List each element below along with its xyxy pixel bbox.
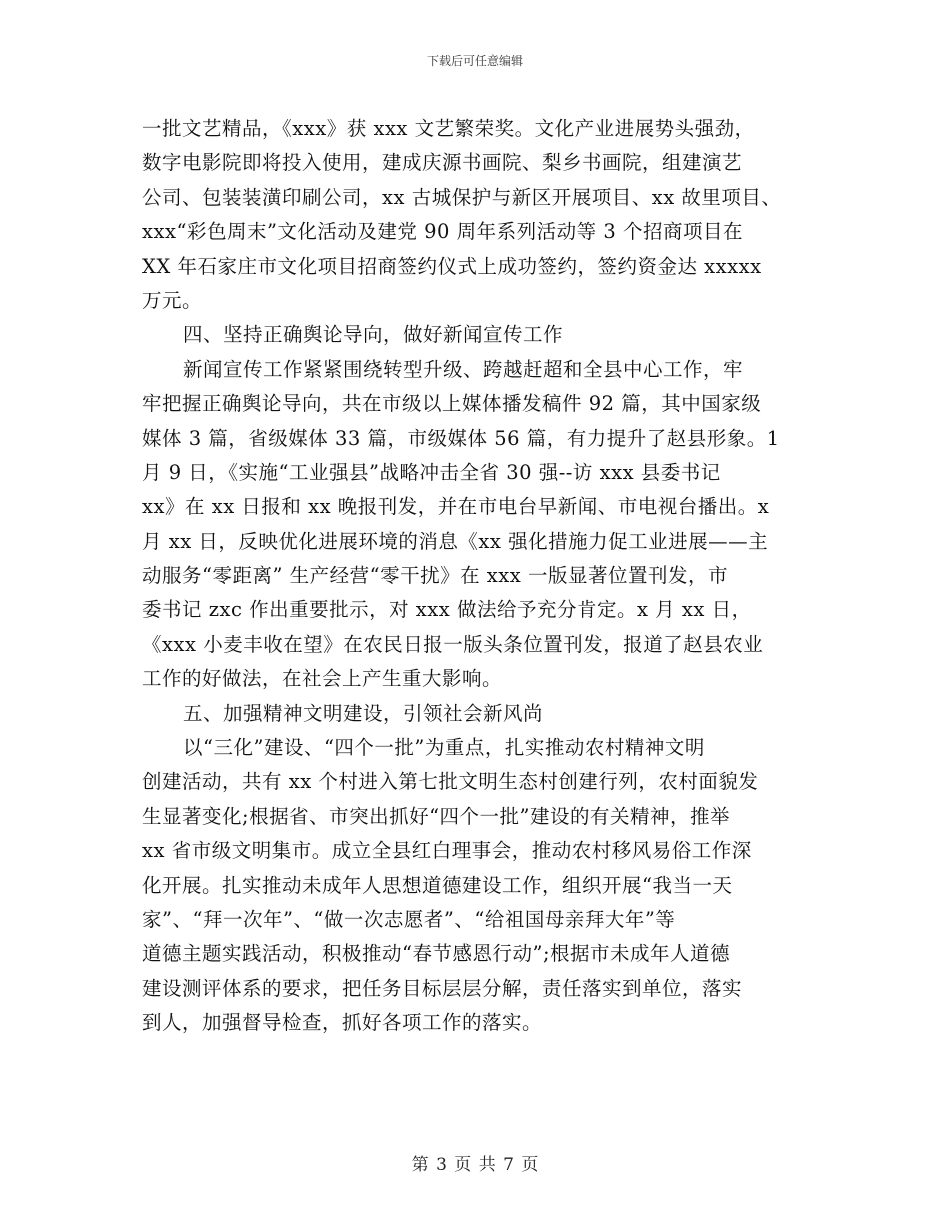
paragraph-line: XX 年石家庄市文化项目招商签约仪式上成功签约，签约资金达 xxxxx [142, 254, 762, 278]
page-number-footer: 第 3 页 共 7 页 [411, 1155, 539, 1175]
paragraph-line: 家”、“拜一次年”、“做一次志愿者”、“给祖国母亲拜大年”等 [142, 907, 676, 931]
paragraph-line: 以“三化”建设、“四个一批”为重点，扎实推动农村精神文明 [183, 736, 705, 760]
paragraph-line: 建设测评体系的要求，把任务目标层层分解，责任落实到单位，落实 [142, 976, 743, 1000]
section-heading: 四、坚持正确舆论导向，做好新闻宣传工作 [183, 323, 564, 347]
paragraph-line: xx 省市级文明集市。成立全县红白理事会，推动农村移风易俗工作深 [142, 839, 752, 863]
paragraph-line: 化开展。扎实推动未成年人思想道德建设工作，组织开展“我当一天 [142, 873, 733, 897]
paragraph-line: 动服务“零距离” 生产经营“零干扰》在 xxx 一版显著位置刊发，市 [142, 564, 728, 588]
paragraph-line: 道德主题实践活动，积极推动“春节感恩行动”;根据市未成年人道德 [142, 942, 731, 966]
paragraph-line: 牢把握正确舆论导向，共在市级以上媒体播发稿件 92 篇，其中国家级 [142, 392, 762, 416]
paragraph-line: 万元。 [142, 288, 203, 312]
paragraph-line: 一批文艺精品，《xxx》获 xxx 文艺繁荣奖。文化产业进展势头强劲， [142, 117, 755, 140]
paragraph-line: 月 9 日，《实施“工业强县”战略冲击全省 30 强--访 xxx 县委书记 [142, 460, 721, 484]
paragraph-line: xx》在 xx 日报和 xx 晚报刊发，并在市电台早新闻、市电视台播出。x [142, 495, 770, 519]
paragraph-line: 月 xx 日，反映优化进展环境的消息《xx 强化措施力促工业进展——主 [142, 529, 769, 553]
section-heading: 五、加强精神文明建设，引领社会新风尚 [183, 701, 544, 725]
paragraph-line: 新闻宣传工作紧紧围绕转型升级、跨越赶超和全县中心工作，牢 [183, 357, 744, 381]
paragraph-line: 创建活动，共有 xx 个村进入第七批文明生态村创建行列，农村面貌发 [142, 770, 759, 794]
paragraph-line: 委书记 zxc 作出重要批示，对 xxx 做法给予充分肯定。x 月 xx 日， [142, 598, 752, 622]
paragraph-line: 公司、包装装潢印刷公司，xx 古城保护与新区开展项目、xx 故里项目、 [142, 185, 782, 209]
paragraph-line: 数字电影院即将投入使用，建成庆源书画院、梨乡书画院，组建演艺 [142, 151, 743, 175]
paragraph-line: 《xxx 小麦丰收在望》在农民日报一版头条位置刊发，报道了赵县农业 [142, 632, 764, 656]
document-body [142, 112, 822, 1041]
page-header: 下载后可任意编辑 [426, 54, 523, 68]
paragraph-line: 生显著变化;根据省、市突出抓好“四个一批”建设的有关精神，推举 [142, 804, 731, 828]
paragraph-line: 媒体 3 篇，省级媒体 33 篇，市级媒体 56 篇，有力提升了赵县形象。1 [142, 426, 780, 450]
paragraph-line: 工作的好做法，在社会上产生重大影响。 [142, 667, 503, 691]
paragraph-line: 到人，加强督导检查，抓好各项工作的落实。 [142, 1011, 543, 1035]
paragraph-line: xxx“彩色周末”文化活动及建党 90 周年系列活动等 3 个招商项目在 [142, 220, 743, 244]
